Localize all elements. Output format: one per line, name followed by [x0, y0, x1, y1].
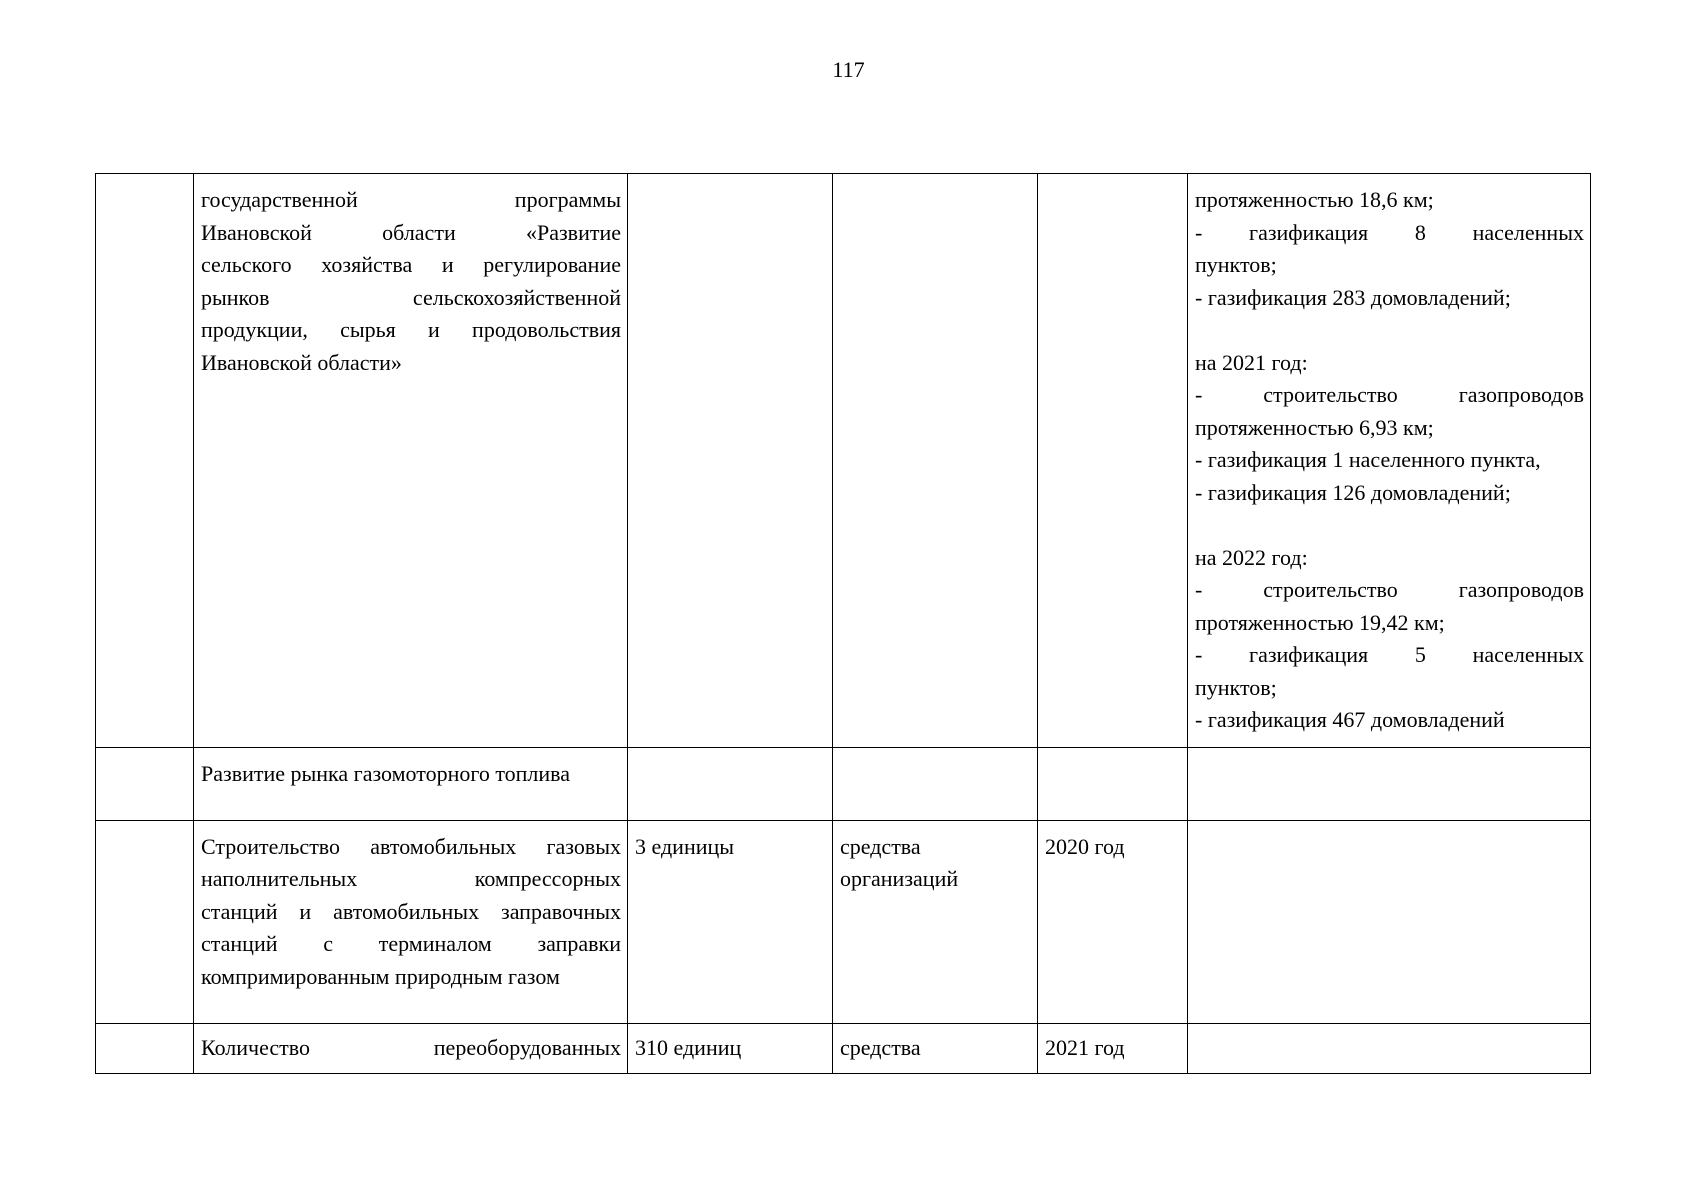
table-row: [96, 1023, 1591, 1073]
cell-number: [96, 1023, 194, 1073]
text-line: - газификация 8 населенных: [1195, 219, 1584, 245]
cell-value: 3 единицы: [628, 820, 833, 1023]
text-line: - газификация 126 домовладений;: [1195, 479, 1511, 505]
cell-source: [833, 820, 1038, 1023]
text-line: станций с терминалом заправки: [201, 931, 621, 956]
text-line: протяженностью 19,42 км;: [1195, 609, 1445, 635]
cell-source: [833, 747, 1038, 820]
cell-year: [1038, 747, 1188, 820]
table-row: [96, 747, 1591, 820]
text-line: государственной программы: [201, 187, 621, 212]
cell-year: 2020 год: [1038, 820, 1188, 1023]
cell-number: [96, 747, 194, 820]
measures-table: [95, 173, 1591, 1074]
cell-value: 310 единиц: [628, 1023, 833, 1073]
text-line: - газификация 1 населенного пункта,: [1195, 447, 1541, 472]
cell-value: [628, 747, 833, 820]
text-line: - газификация 467 домовладений: [1195, 707, 1505, 732]
cell-notes: [1188, 820, 1591, 1023]
text-line: - газификация 5 населенных: [1195, 642, 1584, 667]
cell-source: средства: [833, 1023, 1038, 1073]
blank-line: [1195, 509, 1584, 542]
text-line: на 2021 год:: [1195, 349, 1308, 375]
text-line: продукции, сырья и продовольствия: [201, 317, 621, 342]
text-line: протяженностью 18,6 км;: [1195, 187, 1434, 212]
text-line: - строительство газопроводов: [1195, 577, 1584, 602]
page-number: 117: [832, 57, 865, 82]
text-line: на 2022 год:: [1195, 544, 1308, 570]
cell-notes: [1188, 747, 1591, 820]
text-line: станций и автомобильных заправочных: [201, 898, 621, 924]
cell-notes: [1188, 174, 1591, 748]
cell-year: 2021 год: [1038, 1023, 1188, 1073]
text-line: организаций: [840, 866, 959, 891]
blank-line: [1195, 314, 1584, 347]
cell-measure-name: [194, 1023, 628, 1073]
text-line: пунктов;: [1195, 252, 1277, 277]
text-line: - газификация 283 домовладений;: [1195, 284, 1511, 310]
cell-value: [628, 174, 833, 748]
cell-year: [1038, 174, 1188, 748]
text-line: Строительство автомобильных газовых: [201, 833, 621, 859]
table-row: [96, 174, 1591, 748]
text-line: средства: [840, 833, 921, 859]
cell-number: [96, 820, 194, 1023]
cell-number: [96, 174, 194, 748]
cell-notes: [1188, 1023, 1591, 1073]
cell-source: [833, 174, 1038, 748]
cell-measure-name: [194, 820, 628, 1023]
cell-measure-name: [194, 174, 628, 748]
text-line: компримированным природным газом: [201, 963, 560, 989]
text-line: Ивановской области»: [201, 349, 402, 375]
text-line: протяженностью 6,93 км;: [1195, 414, 1434, 440]
text-line: Ивановской области «Развитие: [201, 219, 621, 245]
cell-measure-name: Развитие рынка газомоторного топлива: [194, 747, 628, 820]
table-row: [96, 820, 1591, 1023]
text-line: Количество переоборудованных: [201, 1034, 621, 1060]
text-line: наполнительных компрессорных: [201, 866, 621, 891]
text-line: пунктов;: [1195, 674, 1277, 700]
text-line: - строительство газопроводов: [1195, 382, 1584, 407]
text-line: сельского хозяйства и регулирование: [201, 252, 621, 277]
text-line: рынков сельскохозяйственной: [201, 284, 621, 310]
